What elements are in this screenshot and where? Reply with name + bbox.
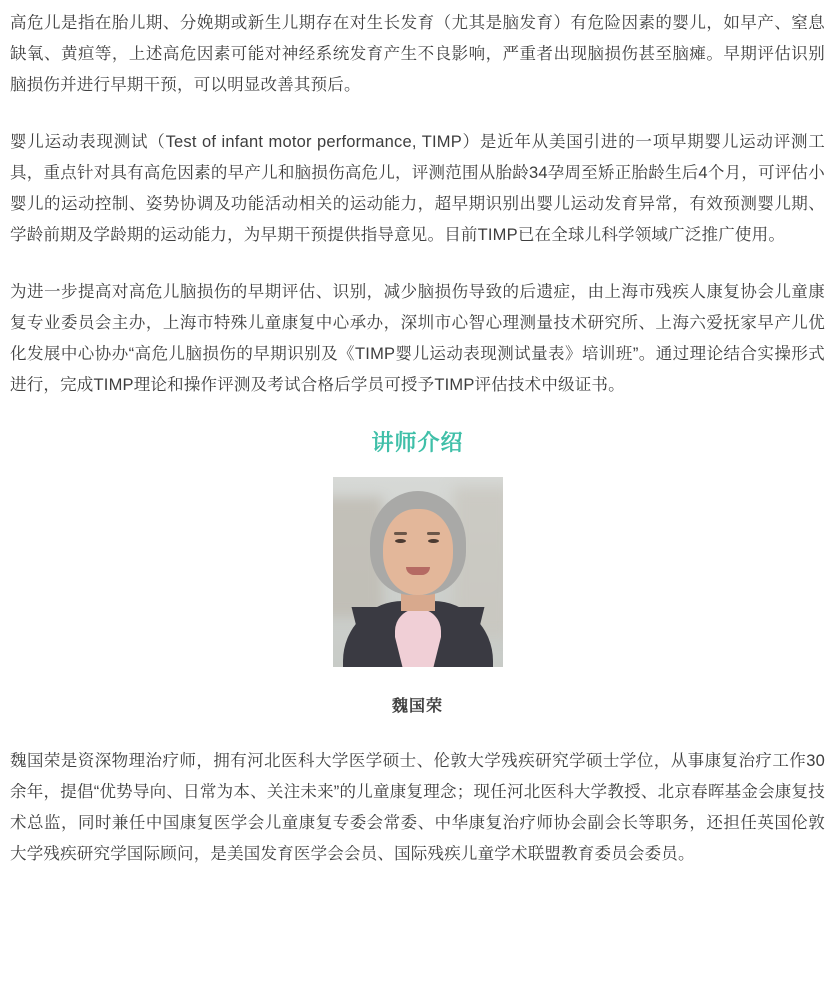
section-title-instructor: 讲师介绍: [371, 430, 464, 455]
portrait-eye-left: [395, 539, 406, 543]
portrait-eyebrow-left: [394, 532, 407, 535]
instructor-bio: 魏国荣是资深物理治疗师，拥有河北医科大学医学硕士、伦敦大学残疾研究学硕士学位，从事康复治疗工作30余年，提倡“优势导向、日常为本、关注未来”的儿童康复理念；现任河北医科大学教授、北京春晖基金会康复技术总监，同时兼任中国康复医学会儿童康复专委会常委、中华康复治疗师协会副会长等职务，还担任英国伦敦大学残疾研究学国际顾问，是美国发育医学会会员、国际残疾儿童学术联盟教育委员会委员。: [10, 752, 825, 863]
portrait-face: [383, 509, 453, 595]
portrait-shirt: [395, 609, 441, 667]
instructor-portrait-image: [333, 477, 503, 667]
paragraph-intro: 高危儿是指在胎儿期、分娩期或新生儿期存在对生长发育（尤其是脑发育）有危险因素的婴儿，如早产、窒息缺氧、黄疸等，上述高危因素可能对神经系统发育产生不良影响，严重者出现脑损伤甚至脑瘫。早期评估识别脑损伤并进行早期干预，可以明显改善其预后。: [10, 14, 825, 94]
paragraph-timp-overview: 婴儿运动表现测试（Test of infant motor performance, TIMP）是近年从美国引进的一项早期婴儿运动评测工具，重点针对具有高危因素的早产儿和脑损伤高危儿，评测范围从胎龄34孕周至矫正胎龄生后4个月，可评估小婴儿的运动控制、姿势协调及功能活动相关的运动能力，超早期识别出婴儿运动发育异常，有效预测婴儿期、学龄前期及学龄期的运动能力，为早期干预提供指导意见。目前TIMP已在全球儿科学领域广泛推广使用。: [10, 133, 825, 244]
paragraph-training-course: 为进一步提高对高危儿脑损伤的早期评估、识别，减少脑损伤导致的后遗症，由上海市残疾人康复协会儿童康复专业委员会主办，上海市特殊儿童康复中心承办，深圳市心智心理测量技术研究所、上海六爱抚家早产儿优化发展中心协办“高危儿脑损伤的早期识别及《TIMP婴儿运动表现测试量表》培训班”。通过理论结合实操形式进行，完成TIMP理论和操作评测及考试合格后学员可授予TIMP评估技术中级证书。: [10, 283, 825, 394]
portrait-eyebrow-right: [427, 532, 440, 535]
instructor-photo-wrap: [10, 477, 825, 667]
portrait-eye-right: [428, 539, 439, 543]
instructor-name: 魏国荣: [391, 698, 443, 715]
